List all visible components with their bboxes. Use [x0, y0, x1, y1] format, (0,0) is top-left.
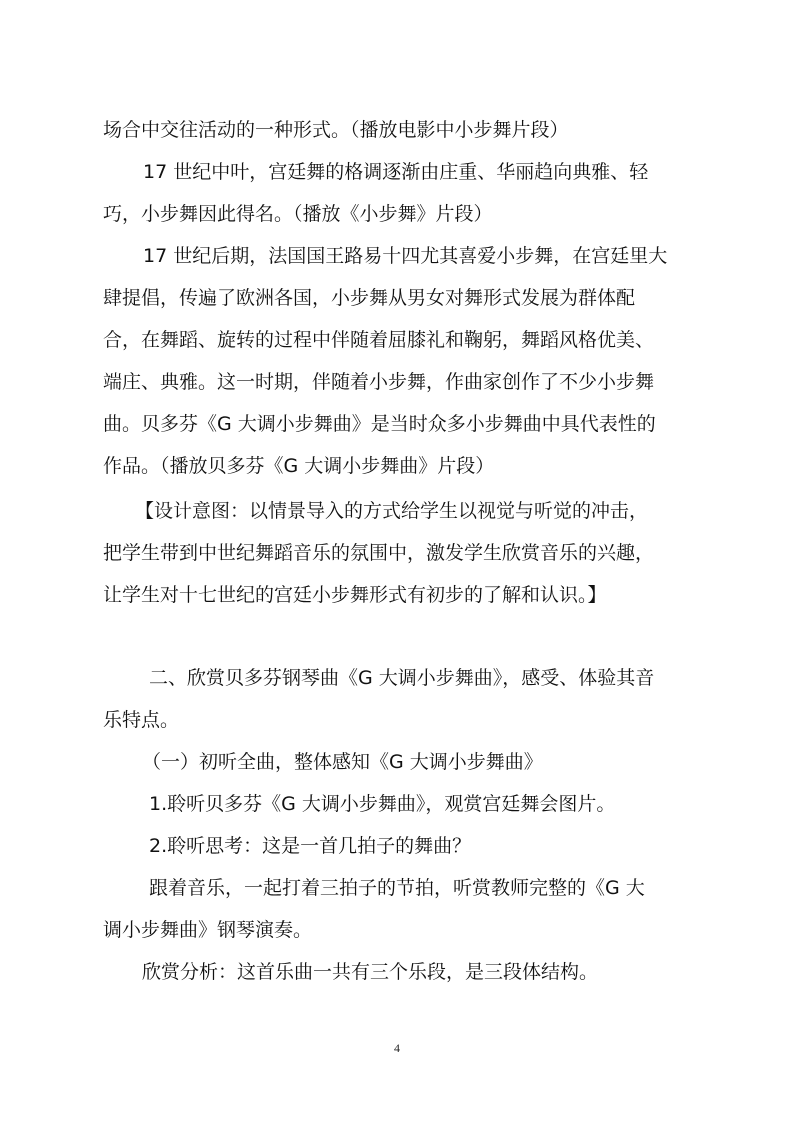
text-line: 调小步舞曲》钢琴演奏。: [103, 919, 313, 941]
list-item: 2.聆听思考：这是一首几拍子的舞曲？: [149, 835, 472, 857]
subsection-heading: （一）初听全曲，整体感知《G 大调小步舞曲》: [142, 751, 543, 773]
list-item: 1.聆听贝多芬《G 大调小步舞曲》，观赏宫廷舞会图片。: [149, 793, 616, 815]
design-intent-line: 让学生对十七世纪的宫廷小步舞形式有初步的了解和认识。】: [103, 584, 607, 606]
text-line: 曲。贝多芬《G 大调小步舞曲》是当时众多小步舞曲中具代表性的: [103, 413, 656, 435]
page-number: 4: [394, 1041, 400, 1055]
section-heading: 二、欣赏贝多芬钢琴曲《G 大调小步舞曲》，感受、体验其音: [149, 667, 655, 689]
text-line: 17 世纪中叶，宫廷舞的格调逐渐由庄重、华丽趋向典雅、轻: [143, 161, 649, 183]
text-line: 欣赏分析：这首乐曲一共有三个乐段，是三段体结构。: [142, 961, 599, 983]
text-line: 肆提倡，传遍了欧洲各国，小步舞从男女对舞形式发展为群体配: [103, 287, 636, 309]
design-intent-line: 把学生带到中世纪舞蹈音乐的氛围中，激发学生欣赏音乐的兴趣，: [103, 542, 655, 564]
text-line: 场合中交往活动的一种形式。（播放电影中小步舞片段）: [103, 119, 569, 141]
text-line: 合，在舞蹈、旋转的过程中伴随着屈膝礼和鞠躬，舞蹈风格优美、: [103, 329, 655, 351]
text-line: 作品。（播放贝多芬《G 大调小步舞曲》片段）: [103, 455, 495, 477]
design-intent-line: 【设计意图：以情景导入的方式给学生以视觉与听觉的冲击，: [135, 500, 649, 522]
text-line: 跟着音乐，一起打着三拍子的节拍，听赏教师完整的《G 大: [149, 877, 645, 899]
text-line: 巧，小步舞因此得名。（播放《小步舞》片段）: [103, 203, 493, 225]
text-line: 17 世纪后期，法国国王路易十四尤其喜爱小步舞，在宫廷里大: [143, 245, 668, 267]
section-heading: 乐特点。: [103, 709, 180, 731]
text-line: 端庄、典雅。这一时期，伴随着小步舞，作曲家创作了不少小步舞: [103, 371, 655, 393]
